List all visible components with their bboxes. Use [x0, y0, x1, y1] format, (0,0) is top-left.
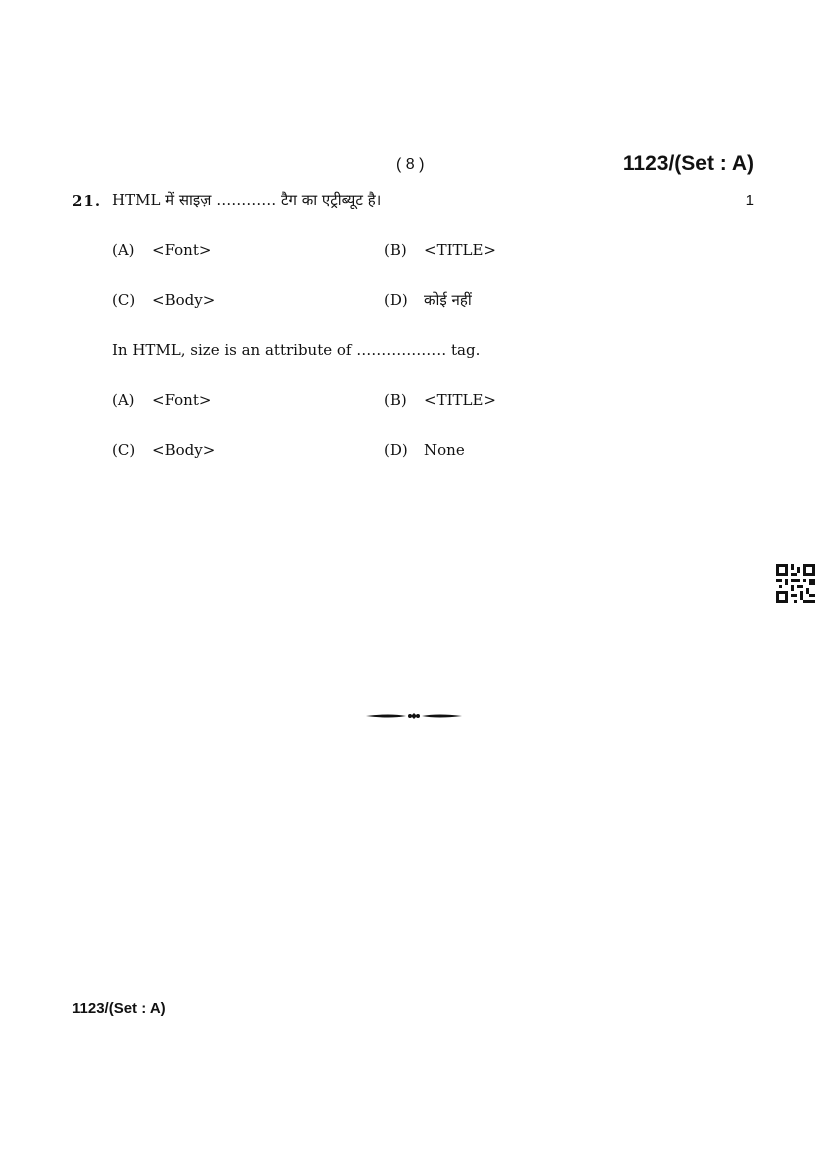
option-label: (B) [384, 391, 407, 409]
option-text: <TITLE> [424, 241, 496, 259]
option-d-english [384, 441, 465, 459]
option-text: <Font> [152, 391, 212, 409]
option-label: (D) [384, 291, 408, 309]
option-text: <Body> [152, 291, 216, 309]
option-a-hindi [112, 241, 211, 259]
ornament-divider [366, 709, 462, 723]
option-text: None [424, 441, 465, 459]
option-text: <TITLE> [424, 391, 496, 409]
page-number: ( 8 ) [396, 156, 425, 173]
option-d-hindi [384, 290, 472, 310]
option-label: (C) [112, 291, 136, 309]
question-text-english: In HTML, size is an attribute of ……………… tag. [112, 341, 481, 359]
qr-code-icon [776, 564, 815, 603]
option-label: (B) [384, 241, 407, 259]
option-a-english [112, 391, 211, 409]
option-label: (A) [112, 391, 135, 409]
option-label: (C) [112, 441, 136, 459]
option-b-hindi [384, 241, 496, 259]
question-number: 21. [72, 192, 102, 210]
option-text: <Font> [152, 241, 212, 259]
set-code-header: 1123/(Set : A) [622, 152, 754, 175]
option-text: <Body> [152, 441, 216, 459]
question-marks: 1 [745, 192, 754, 209]
option-label: (A) [112, 241, 135, 259]
option-c-english [112, 441, 215, 459]
option-b-english [384, 391, 496, 409]
set-code-footer: 1123/(Set : A) [72, 1000, 166, 1017]
option-c-hindi [112, 291, 215, 309]
question-text-hindi: HTML में साइज़ ………… टैग का एट्रीब्यूट है। [112, 191, 382, 209]
option-label: (D) [384, 441, 408, 459]
option-text: कोई नहीं [424, 291, 472, 309]
